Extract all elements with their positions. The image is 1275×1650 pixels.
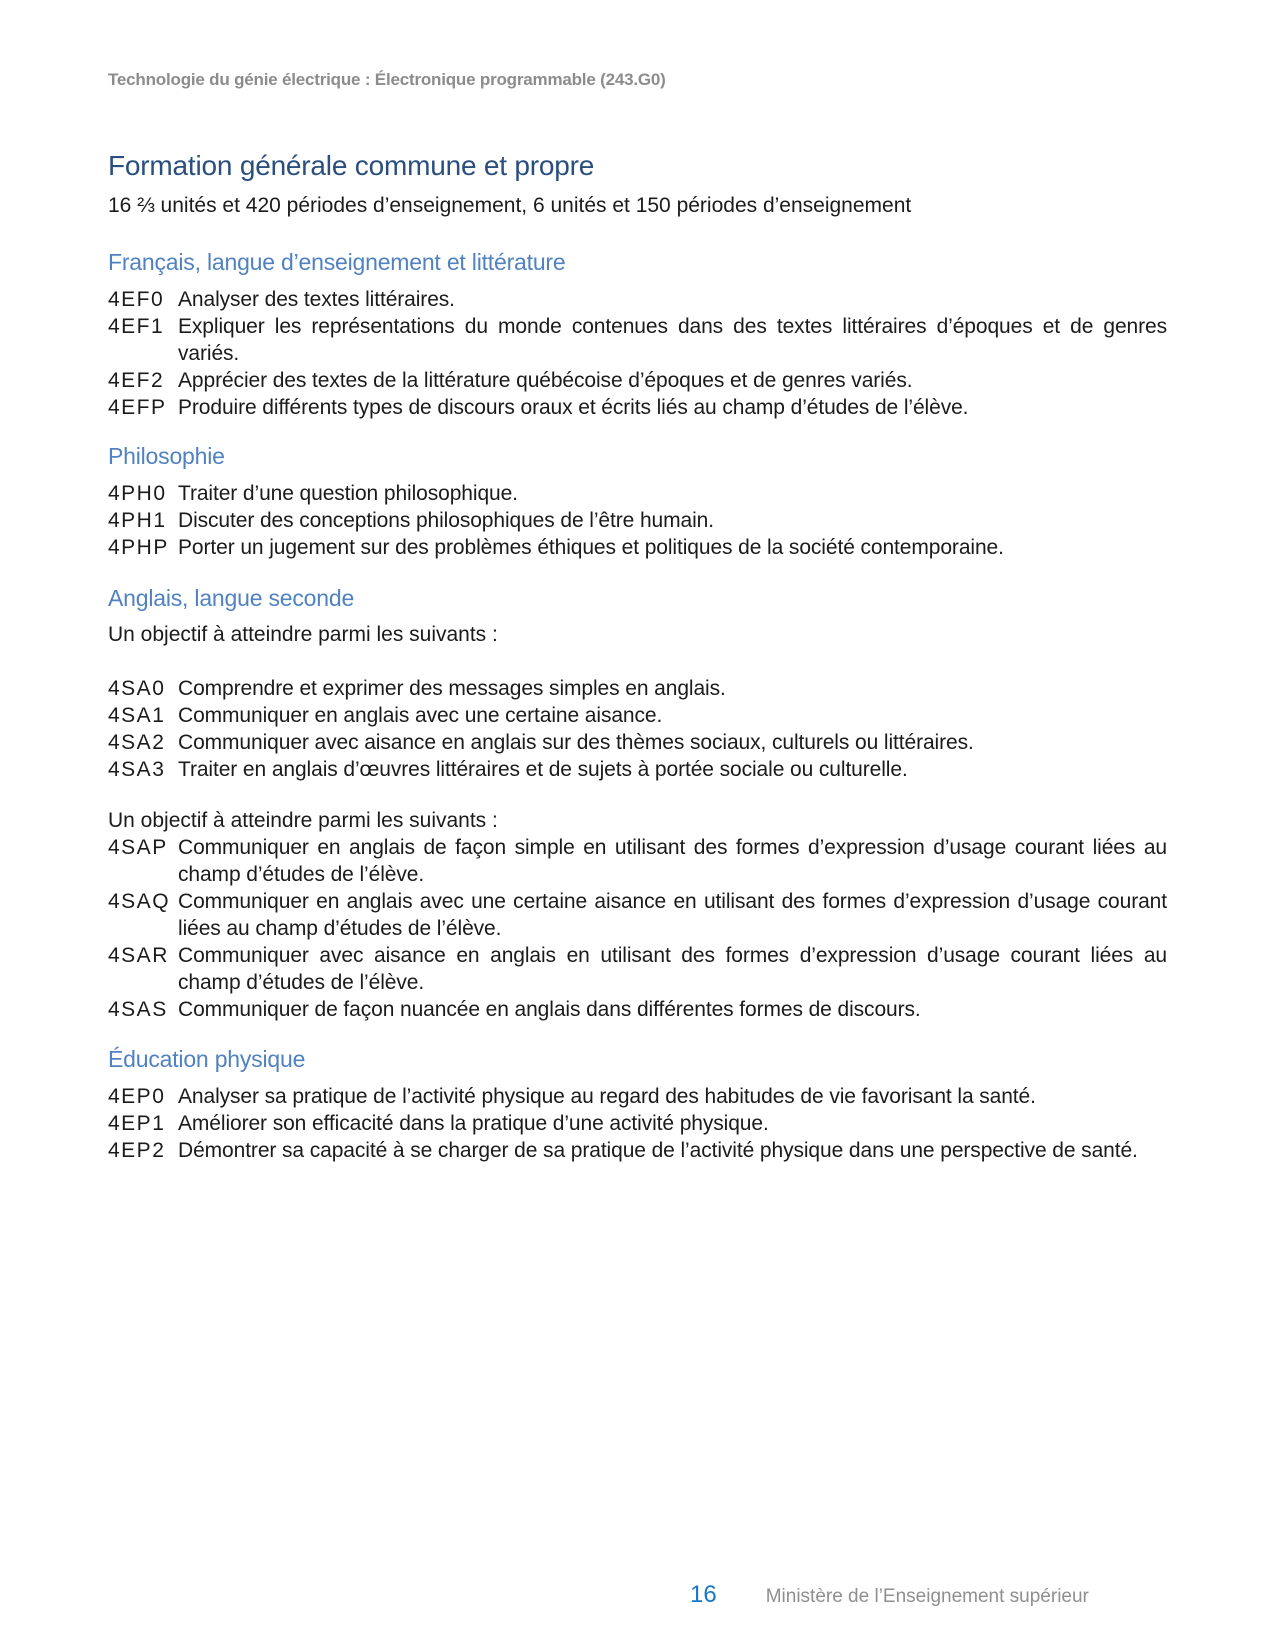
- objective-text: Comprendre et exprimer des messages simples en anglais.: [178, 677, 726, 700]
- objective-row: [108, 367, 1167, 394]
- objective-code: 4EFP: [108, 396, 167, 419]
- section-education-physique: [108, 1044, 1167, 1164]
- objective-code: 4SAS: [108, 998, 168, 1021]
- objective-row: [108, 1110, 1167, 1137]
- footer-ministry: Ministère de l’Enseignement supérieur: [765, 1586, 1089, 1607]
- objective-text: Apprécier des textes de la littérature québécoise d’époques et de genres variés.: [178, 369, 913, 392]
- objective-code: 4EF2: [108, 369, 165, 392]
- objective-code: 4SA3: [108, 758, 166, 781]
- objective-text: Porter un jugement sur des problèmes éthiques et politiques de la société contemporaine.: [178, 536, 1004, 559]
- objective-row: [108, 480, 1167, 507]
- objective-row: [108, 729, 1167, 756]
- objective-text: Communiquer en anglais avec une certaine aisance en utilisant des formes d’expression d’usage courant liées au champ d’études de l’élève.: [178, 890, 1167, 940]
- section-philosophie: [108, 441, 1167, 561]
- objective-code: 4EP2: [108, 1139, 166, 1162]
- objective-code: 4SA2: [108, 731, 166, 754]
- objective-row: [108, 1137, 1167, 1164]
- objective-code: 4PH1: [108, 509, 167, 532]
- objective-text: Expliquer les représentations du monde contenues dans des textes littéraires d’époques et de genres variés.: [178, 315, 1167, 365]
- running-header: Technologie du génie électrique : Électronique programmable (243.G0): [108, 70, 666, 89]
- section-heading-philosophie: Philosophie: [108, 443, 225, 469]
- objective-code: 4EF1: [108, 315, 165, 338]
- page-title: Formation générale commune et propre: [108, 150, 595, 181]
- objective-text: Traiter en anglais d’œuvres littéraires et de sujets à portée sociale ou culturelle.: [178, 758, 908, 781]
- objective-text: Communiquer avec aisance en anglais en utilisant des formes d’expression d’usage courant liées au champ d’études de l’élève.: [178, 944, 1167, 994]
- objective-code: 4PHP: [108, 536, 169, 559]
- section-anglais: [108, 583, 1167, 1023]
- objective-text: Communiquer avec aisance en anglais sur des thèmes sociaux, culturels ou littéraires.: [178, 731, 974, 754]
- objective-row: [108, 534, 1167, 561]
- objective-text: Traiter d’une question philosophique.: [178, 482, 518, 505]
- page-number: 16: [690, 1581, 717, 1608]
- objective-code: 4PH0: [108, 482, 167, 505]
- objective-text: Discuter des conceptions philosophiques de l’être humain.: [178, 509, 714, 532]
- objective-code: 4SAP: [108, 836, 168, 859]
- objective-code: 4EP1: [108, 1112, 166, 1135]
- units-summary: 16 ⅔ unités et 420 périodes d’enseignement, 6 unités et 150 périodes d’enseignement: [108, 194, 912, 217]
- objective-row: [108, 702, 1167, 729]
- objective-group-intro: Un objectif à atteindre parmi les suivants :: [108, 623, 498, 646]
- objective-list-francais: [108, 286, 1167, 421]
- objective-row: [108, 313, 1167, 367]
- objective-code: 4SA0: [108, 677, 166, 700]
- objective-text: Communiquer en anglais avec une certaine aisance.: [178, 704, 663, 727]
- objective-row: [108, 1083, 1167, 1110]
- objective-list-philosophie: [108, 480, 1167, 561]
- objective-list-education-physique: [108, 1083, 1167, 1164]
- objective-row: [108, 888, 1167, 942]
- objective-list-anglais-1: [108, 675, 1167, 783]
- objective-row: [108, 675, 1167, 702]
- objective-text: Analyser des textes littéraires.: [178, 288, 455, 311]
- objective-row: [108, 394, 1167, 421]
- section-heading-anglais: Anglais, langue seconde: [108, 585, 355, 611]
- objective-row: [108, 996, 1167, 1023]
- objective-text: Communiquer de façon nuancée en anglais dans différentes formes de discours.: [178, 998, 921, 1021]
- objective-code: 4SAR: [108, 944, 169, 967]
- objective-text: Analyser sa pratique de l’activité physique au regard des habitudes de vie favorisant la santé.: [178, 1085, 1036, 1108]
- section-heading-education-physique: Éducation physique: [108, 1046, 306, 1072]
- section-francais: [108, 247, 1167, 421]
- objective-row: [108, 286, 1167, 313]
- objective-row: [108, 756, 1167, 783]
- objective-text: Améliorer son efficacité dans la pratique d’une activité physique.: [178, 1112, 769, 1135]
- objective-code: 4SA1: [108, 704, 166, 727]
- objective-code: 4EP0: [108, 1085, 166, 1108]
- objective-text: Démontrer sa capacité à se charger de sa pratique de l’activité physique dans une perspective de santé.: [178, 1139, 1138, 1162]
- objective-text: Produire différents types de discours oraux et écrits liés au champ d’études de l’élève.: [178, 396, 969, 419]
- objective-text: Communiquer en anglais de façon simple en utilisant des formes d’expression d’usage courant liées au champ d’études de l’élève.: [178, 836, 1167, 886]
- page-footer: [690, 1581, 1089, 1611]
- objective-code: 4EF0: [108, 288, 165, 311]
- objective-row: [108, 507, 1167, 534]
- objective-group-intro: Un objectif à atteindre parmi les suivants :: [108, 809, 498, 832]
- objective-list-anglais-2: [108, 834, 1167, 1023]
- section-heading-francais: Français, langue d’enseignement et littérature: [108, 249, 566, 275]
- objective-row: [108, 942, 1167, 996]
- objective-row: [108, 834, 1167, 888]
- objective-code: 4SAQ: [108, 890, 171, 913]
